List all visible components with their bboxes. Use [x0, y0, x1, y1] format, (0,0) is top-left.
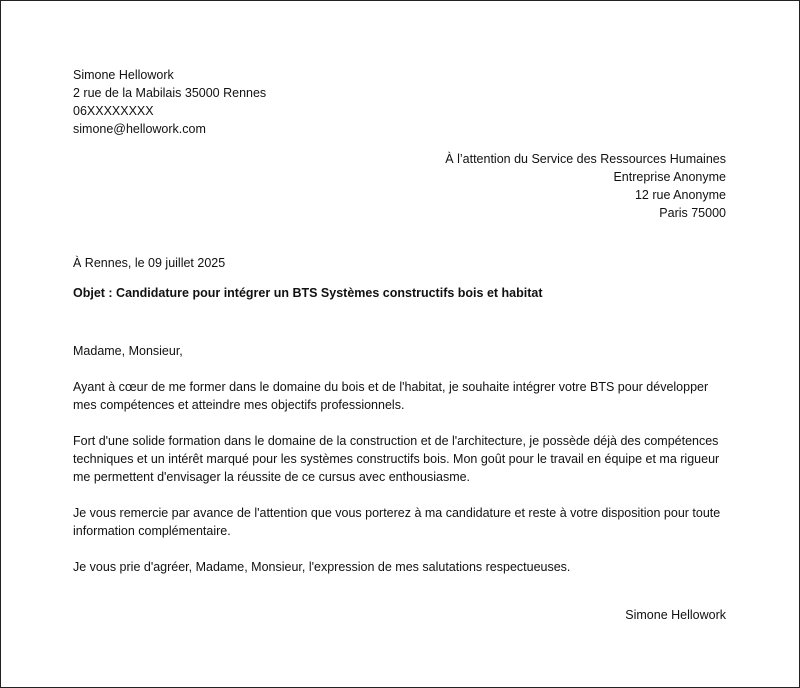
sender-phone: 06XXXXXXXX: [73, 104, 154, 118]
letter-date: À Rennes, le 09 juillet 2025: [73, 256, 226, 270]
sender-block: [73, 66, 266, 138]
sender-email: simone@hellowork.com: [73, 122, 206, 136]
paragraph-background: Fort d'une solide formation dans le domaine de la construction et de l'architecture, je possède déjà des compétences techniques et un intérêt marqué pour les systèmes constructifs bois. Mon goût pour le travail en équipe et ma rigueur me permettent d'envisager la réussite de ce cursus avec enthousiasme.: [73, 434, 720, 484]
greeting: Madame, Monsieur,: [73, 344, 183, 358]
letter-body: [73, 342, 733, 594]
paragraph-motivation: Ayant à cœur de me former dans le domaine du bois et de l'habitat, je souhaite intégrer votre BTS pour développer mes compétences et atteindre mes objectifs professionnels.: [73, 380, 709, 412]
recipient-attention: À l’attention du Service des Ressources Humaines: [445, 152, 726, 166]
sender-address: 2 rue de la Mabilais 35000 Rennes: [73, 86, 267, 100]
recipient-city: Paris 75000: [659, 206, 726, 220]
paragraph-thanks: Je vous remercie par avance de l'attention que vous porterez à ma candidature et reste à votre disposition pour toute information complémentaire.: [73, 506, 721, 538]
recipient-street: 12 rue Anonyme: [634, 188, 726, 202]
sender-name: Simone Hellowork: [73, 68, 174, 82]
letter-subject: Objet : Candidature pour intégrer un BTS Systèmes constructifs bois et habitat: [73, 286, 543, 300]
signature: Simone Hellowork: [625, 608, 726, 622]
recipient-block: [445, 150, 726, 222]
recipient-company: Entreprise Anonyme: [613, 170, 726, 184]
closing-formula: Je vous prie d'agréer, Madame, Monsieur, l'expression de mes salutations respectueuses.: [73, 560, 571, 574]
